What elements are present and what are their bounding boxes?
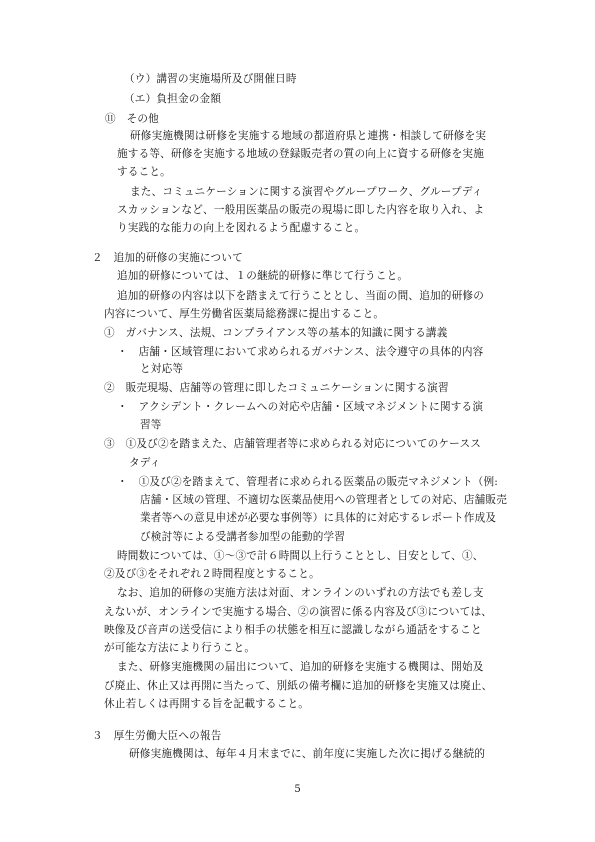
text-line: 追加的研修については、１の継続的研修に準じて行うこと。 bbox=[117, 270, 409, 282]
text-line: 施する等、研修を実施する地域の登録販売者の質の向上に資する研修を実施 bbox=[117, 148, 484, 160]
list-item: ③ ①及び②を踏まえた、店舗管理者等に求められる対応についてのケースス bbox=[104, 438, 482, 450]
list-item: ① ガバナンス、法規、コンプライアンス等の基本的知識に関する講義 bbox=[104, 327, 448, 339]
text-line: 習等 bbox=[140, 419, 162, 431]
text-line: スカッションなど、一般用医薬品の販売の現場に即した内容を取り入れ、よ bbox=[117, 204, 485, 216]
text-line: 店舗・区域の管理、不適切な医薬品使用への管理者としての対応、店舗販売 bbox=[140, 494, 507, 506]
bullet-item: ・ ①及び②を踏まえて、管理者に求められる医薬品の販売マネジメント（例: bbox=[117, 476, 499, 488]
text-line: ⑪ その他 bbox=[105, 113, 159, 125]
text-line: 休止若しくは再開する旨を記載すること。 bbox=[104, 698, 310, 710]
page-number: 5 bbox=[294, 784, 301, 795]
text-line: と対応等 bbox=[140, 363, 184, 375]
text-line: ②及び③をそれぞれ２時間程度とすること。 bbox=[104, 568, 320, 580]
bullet-item: ・ 店舗・区域管理において求められるガバナンス、法令遵守の具体的内容 bbox=[117, 346, 484, 358]
text-line: り実践的な能力の向上を図れるよう配慮すること。 bbox=[117, 222, 366, 234]
text-line: （ウ）講習の実施場所及び開催日時 bbox=[124, 73, 297, 85]
text-line: 研修実施機関は、毎年４月末までに、前年度に実施した次に掲げる継続的 bbox=[129, 748, 486, 760]
text-line: また、コミュニケーションに関する演習やグループワーク、グループディ bbox=[130, 186, 483, 198]
text-line: び廃止、休止又は再開に当たって、別紙の備考欄に追加的研修を実施又は廃止、 bbox=[104, 680, 493, 692]
text-line: （エ）負担金の金額 bbox=[124, 93, 222, 105]
section-heading: ２ 追加的研修の実施について bbox=[92, 252, 243, 264]
text-line: また、研修実施機関の届出について、追加的研修を実施する機関は、開始及 bbox=[117, 661, 484, 673]
bullet-item: ・ アクシデント・クレームへの対応や店舗・区域マネジメントに関する演 bbox=[117, 401, 484, 413]
text-line: 内容について、厚生労働省医薬局総務課に提出すること。 bbox=[104, 308, 385, 320]
text-line: 映像及び音声の送受信により相手の状態を相互に認識しながら通話をすること bbox=[104, 624, 482, 636]
text-line: 研修実施機関は研修を実施する地域の都道府県と連携・相談して研修を実 bbox=[130, 130, 487, 142]
text-line: が可能な方法により行うこと。 bbox=[104, 642, 256, 654]
section-heading: ３ 厚生労働大臣への報告 bbox=[92, 730, 222, 742]
text-line: タディ bbox=[129, 457, 161, 469]
text-line: えないが、オンラインで実施する場合、②の演習に係る内容及び③については、 bbox=[104, 606, 493, 618]
text-line: なお、追加的研修の実施方法は対面、オンラインのいずれの方法でも差し支 bbox=[117, 587, 484, 599]
list-item: ② 販売現場、店舗等の管理に即したコミュニケーションに関する演習 bbox=[104, 382, 449, 394]
text-line: すること。 bbox=[117, 166, 171, 178]
text-line: 時間数については、①～③で計６時間以上行うこととし、目安として、①、 bbox=[117, 550, 484, 562]
text-line: 追加的研修の内容は以下を踏まえて行うこととし、当面の間、追加的研修の bbox=[117, 290, 484, 302]
text-line: 業者等への意見申述が必要な事例等）に具体的に対応するレポート作成及 bbox=[140, 512, 497, 524]
text-line: び検討等による受講者参加型の能動的学習 bbox=[140, 531, 346, 543]
